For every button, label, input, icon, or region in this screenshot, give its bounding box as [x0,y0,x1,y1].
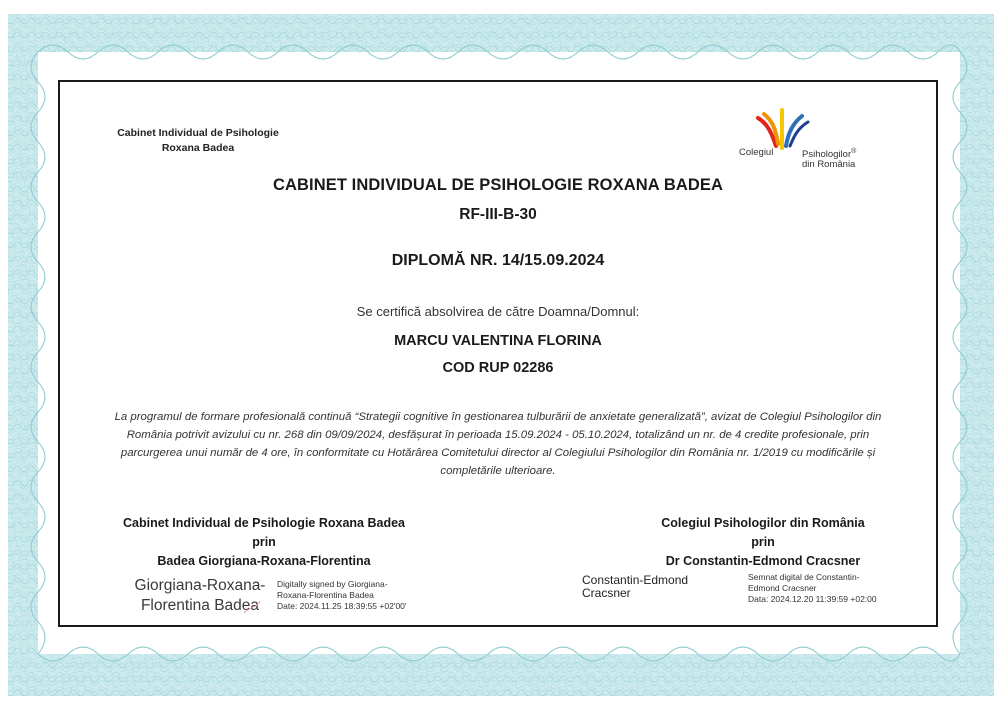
certificate-panel [58,80,938,627]
signature-stroke-icon [238,587,278,617]
right-digital-line-1: Semnat digital de Constantin- [748,572,860,582]
issuer-header [90,126,306,156]
logo-word-colegiul: Colegiul [739,147,774,158]
left-signature-line-2: Florentina Badea [140,597,260,614]
left-prin: prin [252,535,276,549]
left-signatory-org: Cabinet Individual de Psihologie Roxana Badea [122,516,405,530]
diploma-number: DIPLOMĂ NR. 14/15.09.2024 [391,252,605,269]
left-signature-line-1: Giorgiana-Roxana- [134,577,266,594]
issuer-line-1: Cabinet Individual de Psihologie [117,127,279,139]
left-digital-signature [277,579,437,612]
left-digital-line-2: Roxana-Florentina Badea [277,590,374,600]
right-digital-signature [748,572,928,605]
logo-word-psihologilor [802,147,856,170]
right-prin: prin [751,535,775,549]
program-description: La programul de formare profesională continuă “Strategii cognitive în gestionarea tulburării de anxietate generalizată”, avizat de Colegiul Psihologilor din România potrivit avizului cu nr. 268 din 09/09/2024, desfășurat în perioada 15.09.2024 - 05.10.2024, totalizând un nr. de 4 credite profesionale, prin parcurgerea unui număr de 4 ore, în conformitate cu Hotărârea Comitetului director al Colegiului Psihologilor din România nr. 1/2019 cu modificările și completările ulterioare. [114,411,882,477]
right-digital-line-2: Edmond Cracsner [748,583,817,593]
registered-mark: ® [851,148,857,155]
right-signer-line-2: Cracsner [582,586,631,600]
right-signatory-org: Colegiul Psihologilor din România [661,516,865,530]
right-signer-name [582,574,712,600]
issuer-line-2: Roxana Badea [161,142,235,154]
right-signatory-person: Dr Constantin-Edmond Cracsner [665,554,861,568]
recipient-rup-code: COD RUP 02286 [442,360,554,376]
right-digital-date: Data: 2024.12.20 11:39:59 +02:00 [748,594,877,604]
registration-code: RF-III-B-30 [459,206,537,223]
certification-statement: Se certifică absolvirea de către Doamna/Domnul: [356,304,640,319]
certificate-title: CABINET INDIVIDUAL DE PSIHOLOGIE ROXANA BADEA [272,176,724,194]
left-digital-date: Date: 2024.11.25 18:39:55 +02'00' [277,601,407,611]
logo-word-psihologilor-text: Psihologilor [802,149,852,161]
left-digital-line-1: Digitally signed by Giorgiana- [277,579,388,589]
recipient-name: MARCU VALENTINA FLORINA [394,333,602,349]
logo-word-din-romania: din România [802,159,856,171]
right-signer-line-1: Constantin-Edmond [582,573,689,587]
signature-block-left [84,514,444,571]
left-signatory-person: Badea Giorgiana-Roxana-Florentina [157,554,371,568]
signature-block-right [608,514,918,571]
